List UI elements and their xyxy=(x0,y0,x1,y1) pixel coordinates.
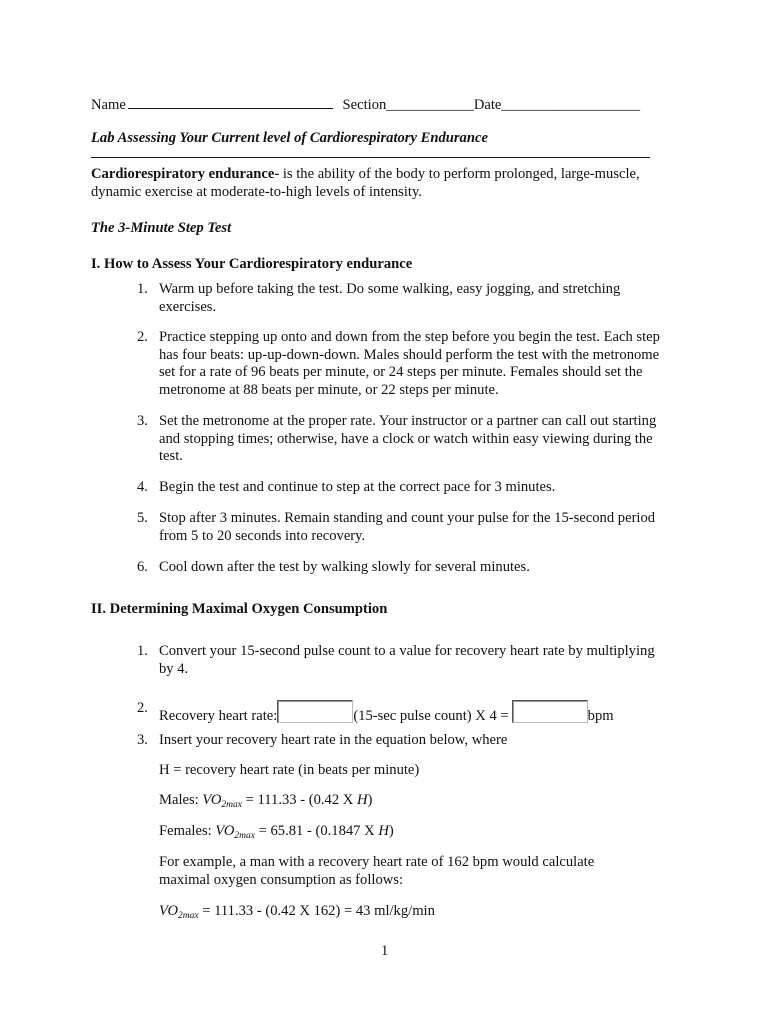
vo-symbol: VO xyxy=(159,903,179,919)
close-paren: ) xyxy=(388,823,394,839)
item-text: Insert your recovery heart rate in the equation below, where xyxy=(159,732,508,748)
males-formula: = 111.33 - (0.42 X xyxy=(241,792,357,808)
example-text: For example, a man with a recovery heart rate of 162 bpm would calculate maximal oxygen consumption as follows: xyxy=(159,854,595,888)
vo-subscript: 2max xyxy=(221,800,242,810)
lab-title: Lab Assessing Your Current level of Cardiorespiratory Endurance xyxy=(91,130,488,146)
example-formula: = 111.33 - (0.42 X 162) = 43 ml/kg/min xyxy=(198,903,435,919)
item-number: 2. xyxy=(137,329,148,345)
list-item xyxy=(137,559,667,577)
section2-heading: II. Determining Maximal Oxygen Consumption xyxy=(91,601,388,617)
h-variable: H xyxy=(378,823,389,839)
list-item xyxy=(137,329,667,399)
step-test-heading: The 3-Minute Step Test xyxy=(91,220,232,236)
item-number: 2. xyxy=(137,700,148,716)
page-number: 1 xyxy=(381,943,389,959)
females-equation xyxy=(159,823,394,846)
section1-heading: I. How to Assess Your Cardiorespiratory endurance xyxy=(91,256,413,272)
females-label: Females: xyxy=(159,823,216,839)
recovery-row-content xyxy=(159,700,697,726)
item-text: Warm up before taking the test. Do some walking, easy jogging, and stretching exercises. xyxy=(159,281,621,315)
header-line xyxy=(91,95,640,115)
title-rule xyxy=(91,157,650,158)
vo-subscript: 2max xyxy=(234,831,255,841)
item-number: 4. xyxy=(137,479,148,495)
intro-term: Cardiorespiratory endurance- xyxy=(91,166,280,182)
females-formula: = 65.81 - (0.1847 X xyxy=(254,823,379,839)
recovery-bpm-input[interactable] xyxy=(512,700,588,723)
item-text: Set the metronome at the proper rate. Your instructor or a partner can call out starting and stopping times; otherwise, have a clock or watch within easy viewing during the test. xyxy=(159,413,657,464)
recovery-heart-rate-row xyxy=(137,700,697,726)
example-equation xyxy=(159,903,435,926)
item-text: Begin the test and continue to step at the correct pace for 3 minutes. xyxy=(159,479,556,495)
recovery-label: Recovery heart rate: xyxy=(159,708,278,724)
name-field[interactable] xyxy=(128,95,333,109)
males-label: Males: xyxy=(159,792,203,808)
h-definition: H = recovery heart rate (in beats per minute) xyxy=(159,762,420,778)
section-label: Section xyxy=(342,97,387,113)
section-field[interactable]: ____________ xyxy=(386,97,474,113)
intro-definition: is the ability of the body to perform prolonged, large-muscle, dynamic exercise at moderate-to-high levels of intensity. xyxy=(91,166,640,200)
vo-subscript: 2max xyxy=(178,911,199,921)
vo-symbol: VO xyxy=(202,792,222,808)
date-field[interactable]: ___________________ xyxy=(501,97,641,113)
vo-symbol: VO xyxy=(215,823,235,839)
h-variable: H xyxy=(356,792,368,808)
item-text: Practice stepping up onto and down from the step before you begin the test. Each step has four beats: up-up-down-down. Males should perform the test with the metronome set for a rate of 96 beats per minute, or 24 steps per minute. Females should set the metronome at 88 beats per minute, or 22 steps per minute. xyxy=(159,329,660,398)
list-item xyxy=(137,413,667,466)
item-text: Convert your 15-second pulse count to a value for recovery heart rate by multiplying by 4. xyxy=(159,643,655,677)
date-label: Date xyxy=(473,97,502,113)
item-number: 5. xyxy=(137,510,148,526)
item-number: 6. xyxy=(137,559,148,575)
bpm-unit: bpm xyxy=(587,708,614,724)
list-item xyxy=(137,281,667,316)
item-text: Stop after 3 minutes. Remain standing and count your pulse for the 15-second period from 5 to 20 seconds into recovery. xyxy=(159,510,656,544)
item-number: 3. xyxy=(137,413,148,429)
item-number: 1. xyxy=(137,281,148,297)
name-label: Name xyxy=(91,97,126,113)
intro-paragraph xyxy=(91,166,681,201)
formula-text: (15-sec pulse count) X 4 = xyxy=(353,708,509,724)
list-item xyxy=(137,510,667,545)
item-number: 3. xyxy=(137,732,148,748)
list-item xyxy=(137,732,667,750)
pulse-count-input[interactable] xyxy=(277,700,353,723)
list-item xyxy=(137,643,667,678)
close-paren: ) xyxy=(367,792,373,808)
males-equation xyxy=(159,792,372,815)
item-text: Cool down after the test by walking slowly for several minutes. xyxy=(159,559,530,575)
item-number: 1. xyxy=(137,643,148,659)
list-item xyxy=(137,479,667,497)
